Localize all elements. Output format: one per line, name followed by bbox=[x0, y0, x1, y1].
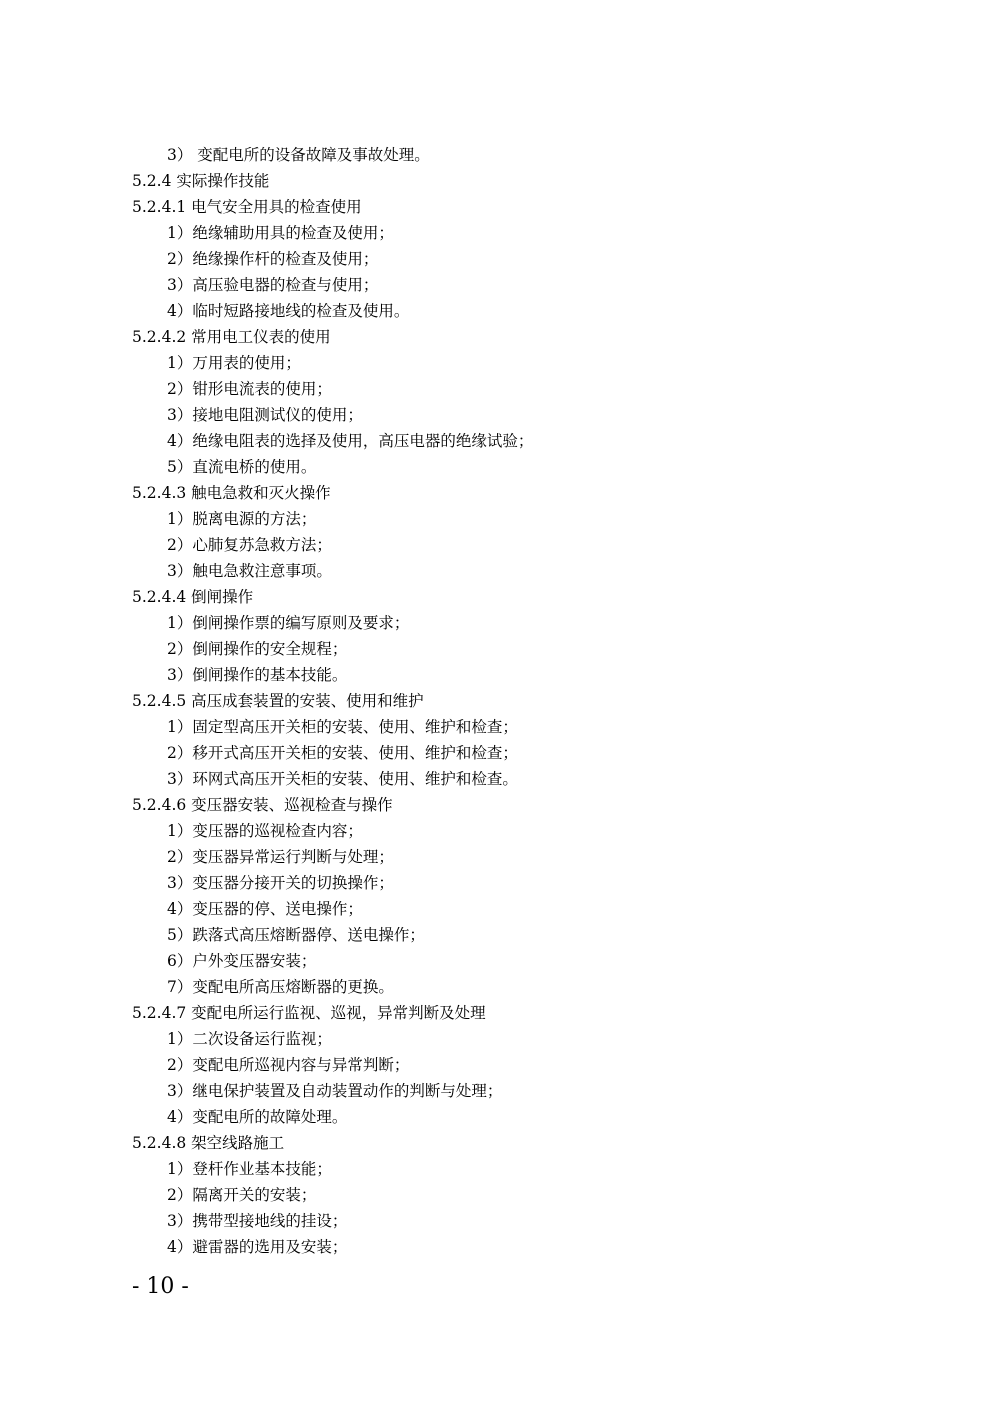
list-item: 2）钳形电流表的使用； bbox=[167, 380, 332, 398]
list-item: 1）倒闸操作票的编写原则及要求； bbox=[167, 614, 410, 632]
list-item: 3）接地电阻测试仪的使用； bbox=[167, 406, 363, 424]
list-item: 1）固定型高压开关柜的安装、使用、维护和检查； bbox=[167, 718, 518, 736]
section-heading: 5.2.4.2 常用电工仪表的使用 bbox=[132, 328, 331, 346]
list-item: 2）倒闸操作的安全规程； bbox=[167, 640, 348, 658]
list-item: 2）变配电所巡视内容与异常判断； bbox=[167, 1056, 410, 1074]
list-item: 5）直流电桥的使用。 bbox=[167, 458, 317, 476]
list-item: 1）脱离电源的方法； bbox=[167, 510, 317, 528]
list-item: 2）隔离开关的安装； bbox=[167, 1186, 317, 1204]
list-item: 2）心肺复苏急救方法； bbox=[167, 536, 332, 554]
list-item: 3）变压器分接开关的切换操作； bbox=[167, 874, 394, 892]
list-item: 3）携带型接地线的挂设； bbox=[167, 1212, 348, 1230]
section-heading: 5.2.4.7 变配电所运行监视、巡视，异常判断及处理 bbox=[132, 1004, 486, 1022]
list-item: 3）继电保护装置及自动装置动作的判断与处理； bbox=[167, 1082, 503, 1100]
list-item: 5）跌落式高压熔断器停、送电操作； bbox=[167, 926, 425, 944]
list-item: 1）变压器的巡视检查内容； bbox=[167, 822, 363, 840]
list-item: 1）登杆作业基本技能； bbox=[167, 1160, 332, 1178]
section-heading: 5.2.4.6 变压器安装、巡视检查与操作 bbox=[132, 796, 393, 814]
list-item: 4）变压器的停、送电操作； bbox=[167, 900, 363, 918]
list-item: 1）二次设备运行监视； bbox=[167, 1030, 332, 1048]
section-heading: 5.2.4.1 电气安全用具的检查使用 bbox=[132, 198, 362, 216]
section-heading: 5.2.4.8 架空线路施工 bbox=[132, 1134, 285, 1152]
list-item: 2）绝缘操作杆的检查及使用； bbox=[167, 250, 379, 268]
section-heading: 5.2.4 实际操作技能 bbox=[132, 172, 270, 190]
list-item: 3）环网式高压开关柜的安装、使用、维护和检查。 bbox=[167, 770, 518, 788]
list-item: 2）移开式高压开关柜的安装、使用、维护和检查； bbox=[167, 744, 518, 762]
list-item: 4）变配电所的故障处理。 bbox=[167, 1108, 348, 1126]
list-item: 1）万用表的使用； bbox=[167, 354, 301, 372]
list-item: 3） 变配电所的设备故障及事故处理。 bbox=[167, 146, 430, 164]
list-item: 3）倒闸操作的基本技能。 bbox=[167, 666, 348, 684]
section-heading: 5.2.4.5 高压成套装置的安装、使用和维护 bbox=[132, 692, 424, 710]
list-item: 4）临时短路接地线的检查及使用。 bbox=[167, 302, 410, 320]
list-item: 4）绝缘电阻表的选择及使用，高压电器的绝缘试验； bbox=[167, 432, 534, 450]
list-item: 4）避雷器的选用及安装； bbox=[167, 1238, 348, 1256]
section-heading: 5.2.4.3 触电急救和灭火操作 bbox=[132, 484, 331, 502]
page-number: - 10 - bbox=[132, 1274, 189, 1299]
list-item: 2）变压器异常运行判断与处理； bbox=[167, 848, 394, 866]
list-item: 7）变配电所高压熔断器的更换。 bbox=[167, 978, 394, 996]
list-item: 3）高压验电器的检查与使用； bbox=[167, 276, 379, 294]
list-item: 3）触电急救注意事项。 bbox=[167, 562, 332, 580]
list-item: 1）绝缘辅助用具的检查及使用； bbox=[167, 224, 394, 242]
section-heading: 5.2.4.4 倒闸操作 bbox=[132, 588, 254, 606]
list-item: 6）户外变压器安装； bbox=[167, 952, 317, 970]
document-body bbox=[0, 142, 993, 1260]
